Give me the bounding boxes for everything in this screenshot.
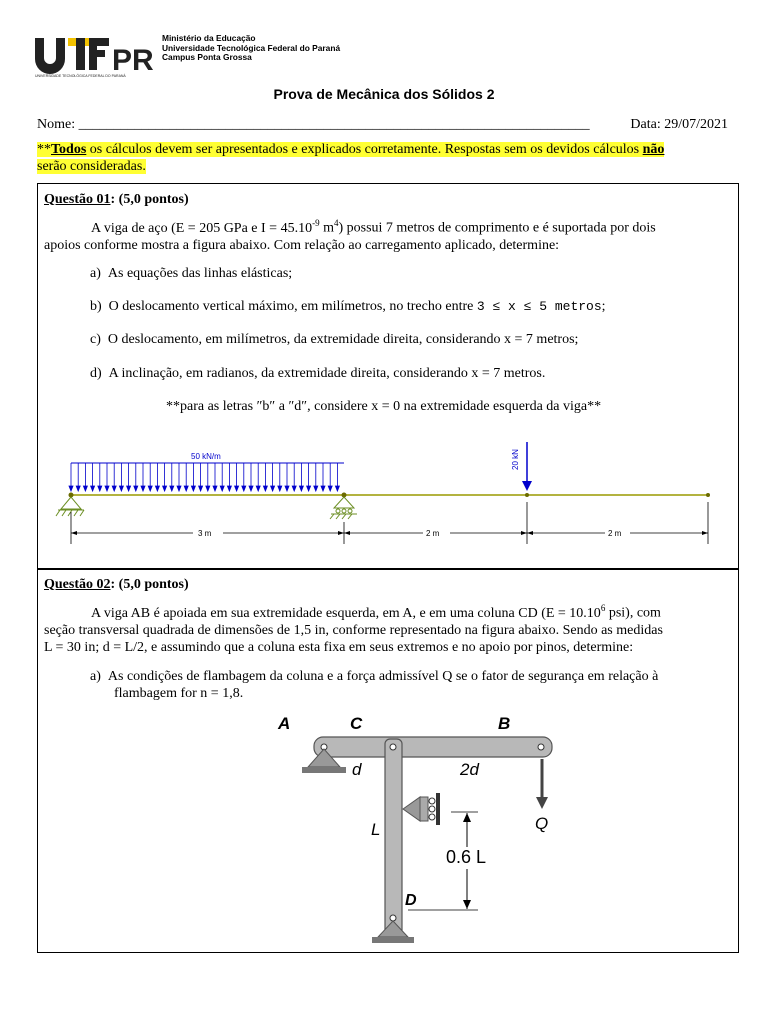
load-arrowhead (263, 486, 267, 491)
q1-exp-b: 4 (333, 218, 339, 228)
load-arrowhead (141, 486, 145, 491)
item-letter: a) (90, 669, 101, 684)
item-text-cont: flambagem for n = 1,8. (114, 686, 244, 701)
item-text: O deslocamento, em milímetros, da extremidade direita, considerando x = 7 metros; (107, 332, 579, 347)
institution-line: Ministério da Educação (162, 33, 256, 43)
exam-date: Data: 29/07/2021 (630, 117, 728, 132)
q2-intro (44, 600, 734, 656)
institution-line: Universidade Tecnológica Federal do Paraná (162, 42, 341, 53)
q1-heading-label: Questão 01 (44, 192, 111, 207)
label-Q: Q (535, 814, 549, 833)
column-CD (385, 739, 402, 935)
load-arrowhead (191, 486, 195, 491)
dim-3m: 3 m (198, 529, 212, 538)
load-arrowhead (112, 486, 116, 491)
load-arrowhead (285, 486, 289, 491)
load-arrowhead (321, 486, 325, 491)
lateral-brace (403, 797, 420, 821)
name-line: _________________________________________________________________________ (78, 117, 590, 132)
load-arrowhead (163, 486, 167, 491)
label-d: d (352, 760, 362, 779)
load-arrowhead (227, 486, 231, 491)
distributed-load-label: 50 kN/m (191, 452, 221, 461)
institution-line: Campus Ponta Grossa (162, 52, 252, 63)
q2-heading-label: Questão 02 (44, 577, 111, 592)
load-arrowhead (314, 486, 318, 491)
svg-text:PR: PR (112, 44, 154, 77)
load-arrowhead (256, 486, 260, 491)
q1-item-d (90, 366, 545, 382)
load-arrowhead (328, 486, 332, 491)
logo-subtext: UNIVERSIDADE TECNOLÓGICA FEDERAL DO PARANÁ (35, 74, 126, 78)
item-letter: d) (90, 366, 102, 381)
q2-line1-exp: 6 (600, 603, 606, 613)
load-arrowhead (184, 486, 188, 491)
q1-note: **para as letras ″b″ a ″d″, considere x = 0 na extremidade esquerda da viga** (166, 399, 602, 414)
label-B: B (498, 714, 511, 733)
q2-line2: seção transversal quadrada de dimensões de 1,5 in, conforme representado na figura abaixo. Sendo as medidas (44, 622, 663, 638)
load-arrowhead (98, 486, 102, 491)
dim-0-6L: 0.6 L (446, 847, 487, 867)
item-text: As equações das linhas elásticas; (107, 266, 293, 281)
q1-intro-a: A viga de aço (E = 205 GPa e I = 45.10 (91, 220, 313, 236)
load-arrowhead (220, 486, 224, 491)
page-title: Prova de Mecânica dos Sólidos 2 (273, 86, 495, 102)
institution-block (162, 34, 340, 63)
load-arrowhead (271, 486, 275, 491)
notice-text1: os cálculos devem ser apresentados e explicados corretamente. Respostas sem os devidos cálculos (86, 142, 643, 157)
item-math: 3 ≤ x ≤ 5 metros (476, 299, 602, 314)
q2-heading (44, 576, 189, 593)
load-arrowhead (105, 486, 109, 491)
q2-heading-points: : (5,0 pontos) (110, 577, 189, 592)
load-arrowhead (170, 486, 174, 491)
load-arrowhead (292, 486, 296, 491)
item-letter: b) (90, 299, 102, 314)
label-C: C (350, 714, 363, 733)
q2-line1: A viga AB é apoiada em sua extremidade esquerda, em A, e em uma coluna CD (E = 10.10 (91, 605, 601, 621)
q1-intro-c: ) possui 7 metros de comprimento e é suportada por dois (338, 220, 656, 236)
q1-intro-b: m (319, 220, 334, 236)
beam-AB (314, 737, 552, 757)
label-D: D (405, 892, 417, 909)
label-A: A (278, 714, 291, 733)
load-arrowhead (235, 486, 239, 491)
item-letter: c) (90, 332, 101, 347)
q2-item-a (90, 668, 735, 702)
load-arrowhead (299, 486, 303, 491)
q2-line3: L = 30 in; d = L/2, e assumindo que a coluna esta fixa em seus extremos e no apoio por pinos, determine: (44, 639, 634, 655)
load-arrowhead (83, 486, 87, 491)
utfpr-logo (34, 34, 156, 78)
name-field[interactable] (37, 117, 590, 133)
load-arrowhead (278, 486, 282, 491)
load-arrowhead (119, 486, 123, 491)
load-arrowhead (148, 486, 152, 491)
q2-line1-end: psi), com (605, 605, 661, 621)
q1-intro (44, 215, 734, 254)
item-end: ; (601, 299, 606, 314)
beam-figure (38, 432, 738, 547)
label-L: L (371, 820, 381, 839)
question-1 (37, 183, 739, 570)
question-2 (37, 568, 739, 953)
column-figure (258, 709, 558, 954)
q1-heading-points: : (5,0 pontos) (110, 192, 189, 207)
load-arrowhead (199, 486, 203, 491)
roller-support-middle (330, 493, 357, 520)
label-2d: 2d (460, 760, 479, 779)
q1-item-a (90, 266, 292, 282)
pin-support-left (56, 493, 84, 517)
load-arrowhead (213, 486, 217, 491)
point-load-label: 20 kN (511, 449, 520, 470)
load-arrowhead (335, 486, 339, 491)
q1-exp-a: -9 (312, 218, 320, 228)
q1-heading (44, 191, 189, 208)
item-text: As condições de flambagem da coluna e a força admissível Q se o fator de segurança em relação à (107, 669, 659, 684)
item-text: A inclinação, em radianos, da extremidade direita, considerando x = 7 metros. (108, 366, 546, 381)
notice-prefix: ** (37, 142, 51, 157)
load-arrowhead (91, 486, 95, 491)
load-arrowhead (307, 486, 311, 491)
load-arrowhead (155, 486, 159, 491)
load-arrowhead (242, 486, 246, 491)
notice-todos: Todos (51, 142, 87, 157)
dim-2m-b: 2 m (608, 529, 622, 538)
distributed-load-arrows (69, 463, 339, 491)
load-arrowhead (134, 486, 138, 491)
item-text: O deslocamento vertical máximo, em milímetros, no trecho entre (108, 299, 474, 314)
load-arrowhead (206, 486, 210, 491)
load-arrowhead (69, 486, 73, 491)
notice (37, 141, 733, 175)
load-arrowhead (177, 486, 181, 491)
q1-item-b (90, 299, 606, 315)
load-arrowhead (127, 486, 131, 491)
load-arrowhead (76, 486, 80, 491)
dim-2m-a: 2 m (426, 529, 440, 538)
name-label: Nome: (37, 117, 76, 132)
q1-item-c (90, 332, 578, 348)
item-letter: a) (90, 266, 101, 281)
notice-nao: não (642, 142, 665, 157)
load-arrowhead (249, 486, 253, 491)
notice-text2: serão consideradas. (37, 159, 146, 174)
q1-intro-line2: apoios conforme mostra a figura abaixo. Com relação ao carregamento aplicado, determine: (44, 237, 560, 253)
